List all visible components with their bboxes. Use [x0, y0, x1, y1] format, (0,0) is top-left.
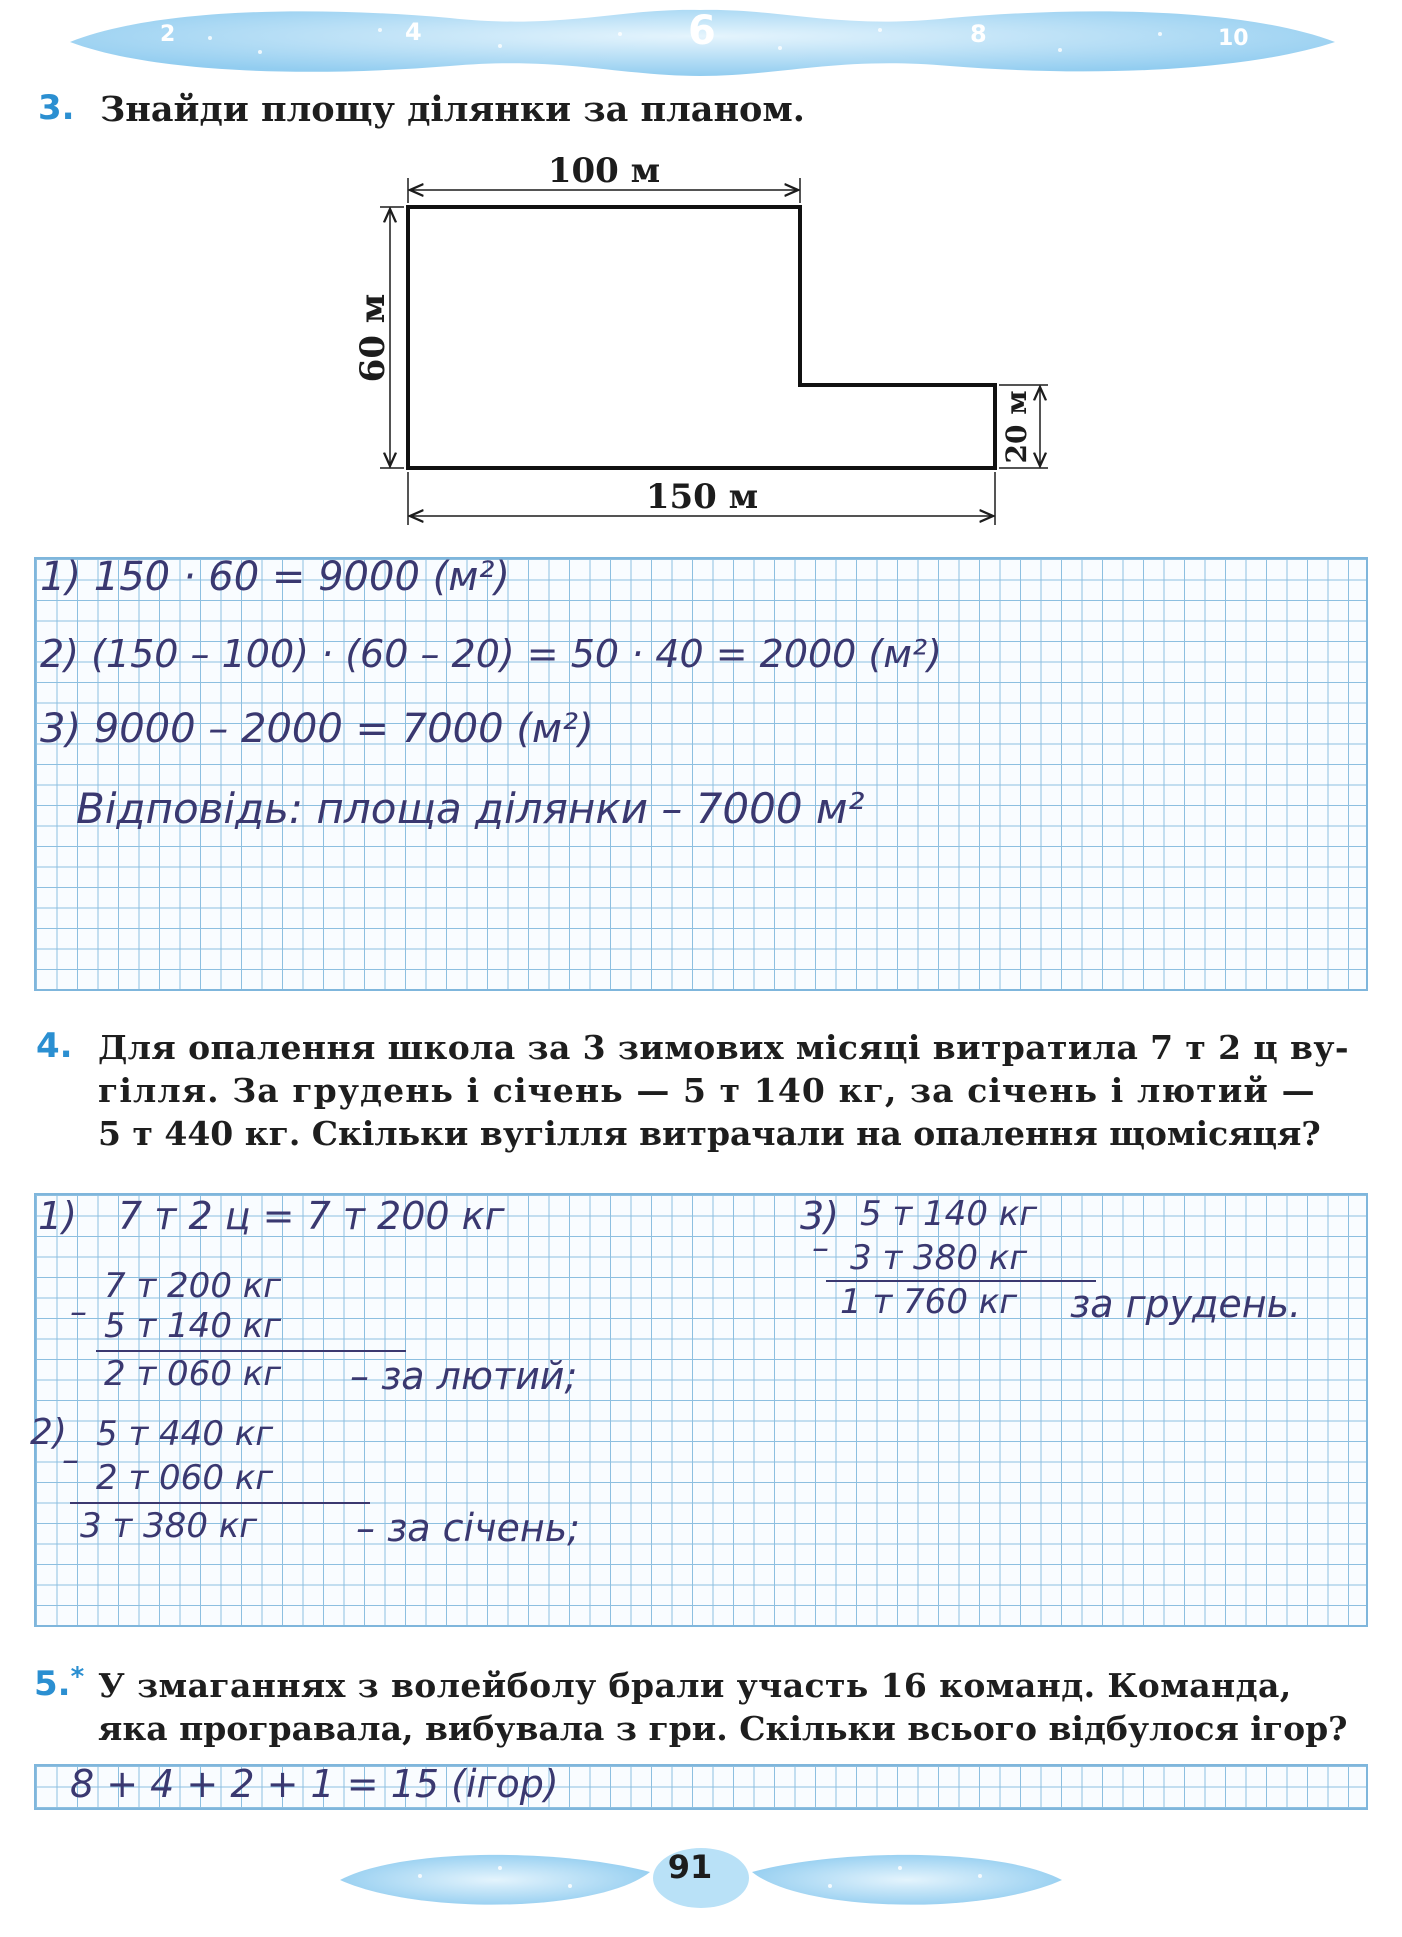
- step-3-note: за грудень.: [1070, 1282, 1302, 1326]
- task-5-text-line: яка програвала, вибувала з гри. Скільки всього відбулося ігор?: [98, 1709, 1348, 1748]
- step-1-rule: [96, 1350, 406, 1352]
- step-3-result: 1 т 760 кг: [840, 1282, 1018, 1322]
- step-2-rule: [70, 1502, 370, 1504]
- plan-top-width-label: 100 м: [547, 151, 661, 191]
- banner-number: 6: [688, 8, 716, 54]
- minus-sign: –: [62, 1440, 79, 1480]
- task-5-text-line: У змаганнях з волейболу брали участь 16 команд. Команда,: [98, 1666, 1292, 1705]
- step-1-minuend: 7 т 200 кг: [104, 1266, 282, 1306]
- minus-sign: –: [70, 1292, 87, 1332]
- step-1-conversion: 7 т 2 ц = 7 т 200 кг: [118, 1194, 505, 1238]
- task-3-answer-grid: [34, 557, 1368, 991]
- step-2-result: 3 т 380 кг: [80, 1506, 258, 1546]
- step-3-minuend: 5 т 140 кг: [860, 1194, 1038, 1234]
- task-3-number: 3.: [38, 88, 75, 128]
- plan-outline: [408, 207, 995, 468]
- task-4-text-line: 5 т 440 кг. Скільки вугілля витрачали на опалення щомісяця?: [98, 1114, 1321, 1153]
- step-3-subtrahend: 3 т 380 кг: [850, 1238, 1028, 1278]
- task-4-answer-grid: [34, 1193, 1368, 1627]
- task-3-solution-line: 2) (150 – 100) · (60 – 20) = 50 · 40 = 2000 (м²): [40, 632, 942, 676]
- task-4-number: 4.: [36, 1026, 73, 1066]
- task-4-text-line: Для опалення школа за 3 зимових місяці витратила 7 т 2 ц ву-: [98, 1028, 1349, 1067]
- task-3-solution-line: 1) 150 · 60 = 9000 (м²): [40, 554, 511, 600]
- plan-bottom-width-label: 150 м: [645, 477, 759, 517]
- land-plan-diagram: [0, 0, 1402, 560]
- task-3-answer-line: Відповідь: площа ділянки – 7000 м²: [76, 784, 865, 833]
- step-2-subtrahend: 2 т 060 кг: [96, 1458, 274, 1498]
- banner-number: 10: [1218, 26, 1249, 51]
- banner-number: 4: [405, 18, 422, 46]
- banner-number: 8: [970, 20, 987, 48]
- task-4-text-line: гілля. За грудень і січень — 5 т 140 кг, за січень і лютий —: [98, 1071, 1316, 1110]
- step-1-label: 1): [38, 1194, 78, 1238]
- task-5-number: [34, 1664, 84, 1704]
- step-2-label: 2): [30, 1412, 67, 1453]
- task-4-text: [98, 1026, 1360, 1155]
- step-1-subtrahend: 5 т 140 кг: [104, 1306, 282, 1346]
- banner-number: 2: [160, 22, 176, 47]
- step-1-note: – за лютий;: [350, 1354, 578, 1398]
- step-2-note: – за січень;: [356, 1506, 580, 1550]
- step-3-label: 3): [800, 1194, 840, 1238]
- page-number: 91: [667, 1848, 713, 1886]
- task-3-solution-line: 3) 9000 – 2000 = 7000 (м²): [40, 706, 594, 752]
- step-1-result: 2 т 060 кг: [104, 1354, 282, 1394]
- task-5-solution: 8 + 4 + 2 + 1 = 15 (ігор): [70, 1762, 559, 1806]
- minus-sign: –: [812, 1228, 829, 1268]
- task-5-number-text: 5.: [34, 1664, 71, 1704]
- task-5-text: [98, 1664, 1360, 1750]
- task-3-title: Знайди площу ділянки за планом.: [100, 89, 805, 130]
- task-5-star: *: [70, 1662, 85, 1692]
- step-2-minuend: 5 т 440 кг: [96, 1414, 274, 1454]
- plan-right-height-label: 20 м: [1000, 390, 1033, 464]
- plan-left-height-label: 60 м: [353, 293, 393, 383]
